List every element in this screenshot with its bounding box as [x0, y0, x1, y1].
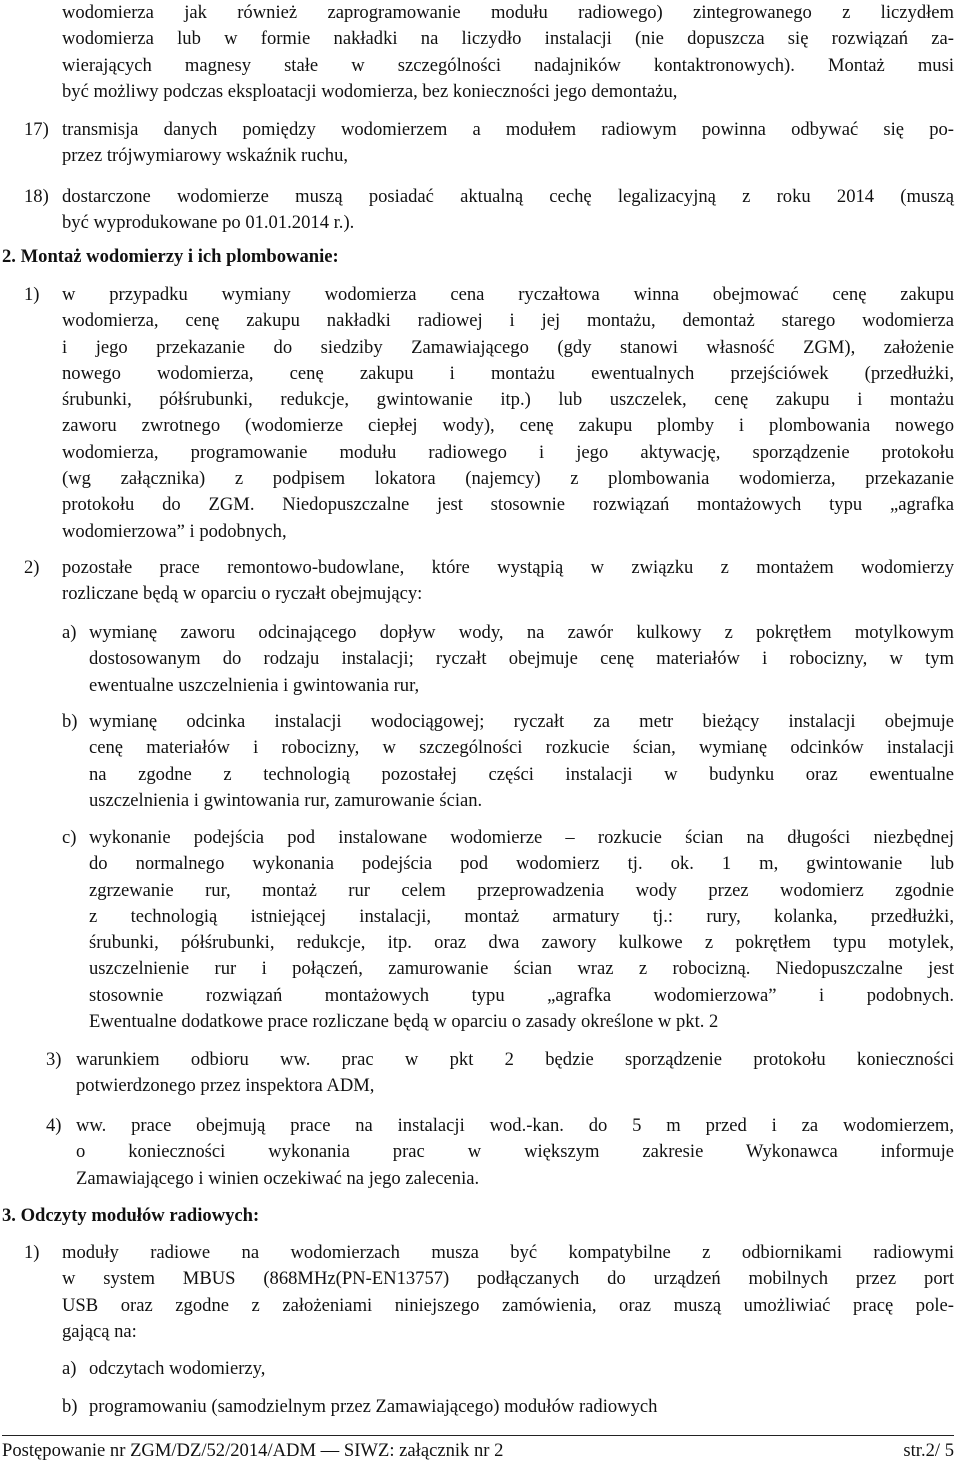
text-line: wymianę odcinka instalacji wodociągowej; ryczałt za metr bieżący instalacji obejmuje [89, 711, 954, 732]
text-line: pozostałe prace remontowo-budowlane, które wystąpią w związku z montażem wodomierzy [62, 557, 954, 578]
text-line: odczytach wodomierzy, [89, 1358, 266, 1379]
text-line: na zgodne z technologią pozostałej części instalacji w budynku oraz ewentualne [89, 763, 954, 785]
text-line: protokołu do ZGM. Niedopuszczalne jest stosownie rozwiązań montażowych typu „agrafka [62, 494, 954, 516]
text-line: zaworu zwrotnego (wodomierze ciepłej wody), cenę zakupu plomby i plombowania nowego [62, 415, 954, 437]
text-line: wodomierza, cenę zakupu nakładki radiowej i jej montażu, demontaż starego wodomierza [62, 310, 954, 332]
text-line: dostosowanym do rodzaju instalacji; ryczałt obejmuje cenę materiałów i robocizny, w tym [89, 648, 954, 670]
text-line: Zamawiającego i winien oczekiwać na jego zalecenia. [76, 1167, 480, 1189]
text-line: uszczelnienie rur i połączeń, zamurowanie ścian wraz z robocizną. Niedopuszczalne jest [89, 958, 954, 980]
text-line: z technologią istniejącej instalacji, montaż armatury tj.: rury, kolanka, przedłużki, [89, 905, 954, 927]
section-2-item-1 [24, 282, 954, 545]
text-line: dostarczone wodomierze muszą posiadać aktualną cechę legalizacyjną z roku 2014 (muszą [62, 186, 954, 207]
list-item-17 [24, 117, 954, 170]
text-line: wodomierzowa” i podobnych, [62, 520, 287, 542]
text-line: wodomierza, programowanie modułu radiowego i jego aktywację, sporządzenie protokołu [62, 441, 954, 463]
intro-paragraph [62, 0, 954, 105]
page-footer [2, 1435, 954, 1464]
list-letter: a) [62, 622, 77, 643]
section-3-sub-b [62, 1394, 954, 1420]
text-line: wymianę zaworu odcinającego dopływ wody, na zawór kulkowy z pokrętłem motylkowym [89, 622, 954, 643]
text-line: i jego przekazanie do siedziby Zamawiającego (gdy stanowi własność ZGM), założenie [62, 336, 954, 358]
section-3-item-1 [24, 1240, 954, 1345]
text-line: nowego wodomierza, cenę zakupu i montażu ewentualnych przejściówek (przedłużki, [62, 362, 954, 384]
list-letter: b) [62, 1396, 78, 1417]
text-line: potwierdzonego przez inspektora ADM, [76, 1075, 375, 1097]
text-line: wykonanie podejścia pod instalowane wodomierze – rozkucie ścian na długości niezbędnej [89, 827, 954, 848]
text-line: ewentualne uszczelnienia i gwintowania rur, [89, 674, 420, 696]
text-line: rozliczane będą w oparciu o ryczałt obejmujący: [62, 583, 423, 605]
text-line: zgrzewanie rur, montaż rur celem przeprowadzenia wody przez wodomierz zgodnie [89, 879, 954, 901]
list-number: 2) [24, 557, 40, 578]
list-number: 1) [24, 1242, 40, 1263]
text-line: przez trójwymiarowy wskaźnik ruchu, [62, 145, 349, 167]
list-number: 17) [24, 119, 49, 140]
text-line: gającą na: [62, 1320, 137, 1342]
section-2-item-4 [46, 1113, 954, 1192]
list-item-18 [24, 184, 954, 237]
text-line: uszczelnienia i gwintowania rur, zamurowanie ścian. [89, 789, 483, 811]
text-line: o konieczności wykonania prac w większym zakresie Wykonawca informuje [76, 1141, 954, 1163]
text-line: w system MBUS (868MHz(PN-EN13757) podłączanych do urządzeń mobilnych przez port [62, 1268, 954, 1290]
list-number: 18) [24, 186, 49, 207]
text-line: wodomierza jak również zaprogramowanie modułu radiowego) zintegrowanego z liczydłem [62, 2, 954, 23]
text-line: wierających magnesy stałe w szczególności nadajników kontaktronowych). Montaż musi [62, 54, 954, 76]
text-line: w przypadku wymiany wodomierza cena ryczałtowa winna obejmować cenę zakupu [62, 284, 954, 305]
section-2-item-2 [24, 555, 954, 608]
text-line: moduły radiowe na wodomierzach musza być kompatybilne z odbiornikami radiowymi [62, 1242, 954, 1263]
section-3-heading: 3. Odczyty modułów radiowych: [2, 1205, 260, 1226]
text-line: ww. prace obejmują prace na instalacji wod.-kan. do 5 m przed i za wodomierzem, [76, 1115, 954, 1136]
text-line: programowaniu (samodzielnym przez Zamawiającego) modułów radiowych [89, 1396, 658, 1417]
list-number: 3) [46, 1049, 62, 1070]
list-letter: c) [62, 827, 77, 848]
section-2-item-3 [46, 1047, 954, 1100]
sub-item-c [62, 825, 954, 1035]
list-number: 1) [24, 284, 40, 305]
footer-procedure-reference: Postępowanie nr ZGM/DZ/52/2014/ADM — SIWZ: załącznik nr 2 [2, 1440, 504, 1461]
text-line: USB oraz zgodne z założeniami niniejszego zamówienia, oraz muszą umożliwiać pracę pole- [62, 1294, 954, 1316]
text-line: wodomierza lub w formie nakładki na liczydło instalacji (nie dopuszcza się rozwiązań za- [62, 28, 954, 50]
text-line: do normalnego wykonania podejścia pod wodomierz tj. ok. 1 m, gwintowanie lub [89, 853, 954, 875]
text-line: (wg załącznika) z podpisem lokatora (najemcy) z plombowania wodomierza, przekazanie [62, 468, 954, 490]
text-line: śrubunki, półśrubunki, redukcje, gwintowanie itp.) lub uszczelek, cenę zakupu i montażu [62, 389, 954, 411]
sub-item-b [62, 709, 954, 814]
section-2-heading: 2. Montaż wodomierzy i ich plombowanie: [2, 246, 339, 267]
section-3-sub-a [62, 1356, 954, 1382]
text-line: warunkiem odbioru ww. prac w pkt 2 będzie sporządzenie protokołu konieczności [76, 1049, 954, 1070]
footer-page-number: str.2/ 5 [903, 1440, 954, 1461]
list-letter: b) [62, 711, 78, 732]
text-line: śrubunki, półśrubunki, redukcje, itp. oraz dwa zawory kulkowe z pokrętłem typu motylek, [89, 932, 954, 954]
list-letter: a) [62, 1358, 77, 1379]
text-line: stosownie rozwiązań montażowych typu „agrafka wodomierzowa” i podobnych. [89, 984, 954, 1006]
text-line: transmisja danych pomiędzy wodomierzem a modułem radiowym powinna odbywać się po- [62, 119, 954, 140]
text-line: być możliwy podczas eksploatacji wodomierza, bez konieczności jego demontażu, [62, 80, 678, 102]
sub-item-a [62, 620, 954, 699]
list-number: 4) [46, 1115, 62, 1136]
text-line: być wyprodukowane po 01.01.2014 r.). [62, 212, 355, 234]
text-line: cenę materiałów i robocizny, w szczególności rozkucie ścian, wymianę odcinków instalacji [89, 737, 954, 759]
text-line: Ewentualne dodatkowe prace rozliczane będą w oparciu o zasady określone w pkt. 2 [89, 1011, 719, 1033]
